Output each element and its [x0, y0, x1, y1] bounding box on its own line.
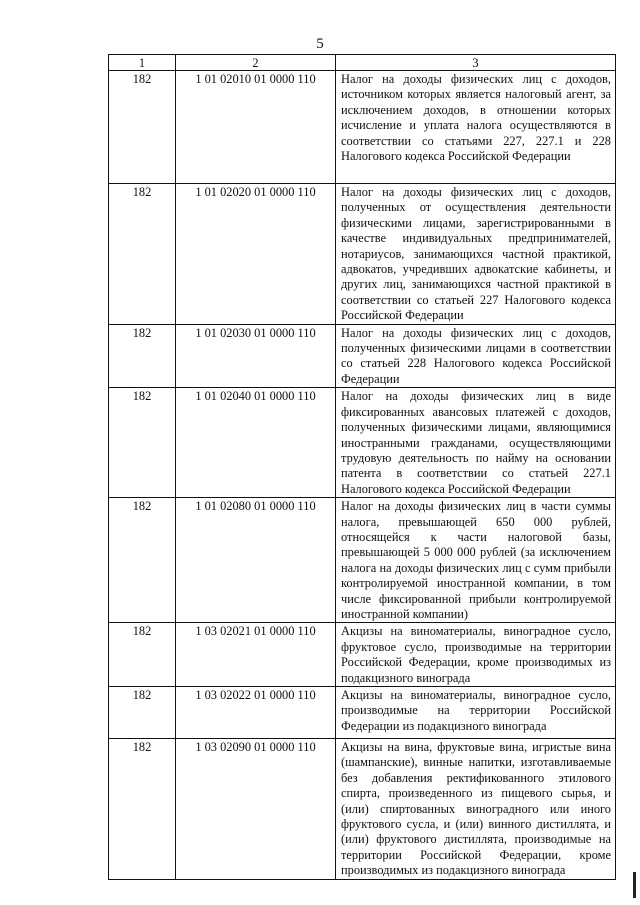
- revenue-name-cell: Акцизы на виноматериалы, виноградное сусло, производимые на территории Российской Федерации из подакцизного винограда: [336, 687, 616, 739]
- revenue-name-cell: Налог на доходы физических лиц в виде фиксированных авансовых платежей с доходов, полученных физическими лицами, являющимися иностранными гражданами, осуществляющими трудовую деятельность по найму на основании патента в соответствии со статьей 227.1 Налогового кодекса Российской Федерации: [336, 388, 616, 498]
- revenue-codes-table: [108, 54, 616, 880]
- revenue-name-cell: Налог на доходы физических лиц в части суммы налога, превышающей 650 000 рублей, относящейся к части налоговой базы, превышающей 5 000 000 рублей (за исключением налога на доходы физических лиц с сумм прибыли контролируемой иностранной компании, в том числе фиксированной прибыли контролируемой иностранной компании): [336, 498, 616, 623]
- admin-code-cell: 182: [109, 324, 176, 388]
- table-row: [109, 623, 616, 687]
- column-header-2: 2: [176, 55, 336, 71]
- column-header-3: 3: [336, 55, 616, 71]
- table-row: [109, 71, 616, 184]
- admin-code-cell: 182: [109, 739, 176, 880]
- page-number: 5: [316, 36, 324, 52]
- revenue-name-cell: Налог на доходы физических лиц с доходов, полученных физическими лицами в соответствии со статьей 228 Налогового кодекса Российской Федерации: [336, 324, 616, 388]
- admin-code-cell: 182: [109, 623, 176, 687]
- table-header-row: [109, 55, 616, 71]
- admin-code-cell: 182: [109, 687, 176, 739]
- kbk-code-cell: 1 03 02090 01 0000 110: [176, 739, 336, 880]
- admin-code-cell: 182: [109, 184, 176, 325]
- column-header-1: 1: [109, 55, 176, 71]
- revenue-name-cell: Акцизы на вина, фруктовые вина, игристые вина (шампанские), винные напитки, изготавливаемые без добавления ректификованного этилового спирта, произведенного из пищевого сырья, и (или) спиртованных виноградного или иного фруктового сусла, и (или) винного дистиллята, и (или) фруктового дистиллята, производимые на территории Российской Федерации, кроме производимых из подакцизного винограда: [336, 739, 616, 880]
- kbk-code-cell: 1 01 02030 01 0000 110: [176, 324, 336, 388]
- table-row: [109, 184, 616, 325]
- table-row: [109, 687, 616, 739]
- kbk-code-cell: 1 03 02021 01 0000 110: [176, 623, 336, 687]
- table-row: [109, 388, 616, 498]
- kbk-code-cell: 1 01 02010 01 0000 110: [176, 71, 336, 184]
- scan-edge-mark: [633, 872, 636, 898]
- revenue-name-cell: Налог на доходы физических лиц с доходов, источником которых является налоговый агент, за исключением доходов, в отношении которых исчисление и уплата налога осуществляются в соответствии со статьями 227, 227.1 и 228 Налогового кодекса Российской Федерации: [336, 71, 616, 184]
- admin-code-cell: 182: [109, 498, 176, 623]
- table-row: [109, 739, 616, 880]
- kbk-code-cell: 1 03 02022 01 0000 110: [176, 687, 336, 739]
- kbk-code-cell: 1 01 02080 01 0000 110: [176, 498, 336, 623]
- admin-code-cell: 182: [109, 388, 176, 498]
- kbk-code-cell: 1 01 02020 01 0000 110: [176, 184, 336, 325]
- kbk-code-cell: 1 01 02040 01 0000 110: [176, 388, 336, 498]
- revenue-name-cell: Налог на доходы физических лиц с доходов, полученных от осуществления деятельности физическими лицами, зарегистрированными в качестве индивидуальных предпринимателей, нотариусов, занимающихся частной практикой, адвокатов, учредивших адвокатские кабинеты, и других лиц, занимающихся частной практикой в соответствии со статьей 227 Налогового кодекса Российской Федерации: [336, 184, 616, 325]
- admin-code-cell: 182: [109, 71, 176, 184]
- revenue-name-cell: Акцизы на виноматериалы, виноградное сусло, фруктовое сусло, производимые на территории Российской Федерации, кроме производимых из подакцизного винограда: [336, 623, 616, 687]
- table-row: [109, 498, 616, 623]
- table-row: [109, 324, 616, 388]
